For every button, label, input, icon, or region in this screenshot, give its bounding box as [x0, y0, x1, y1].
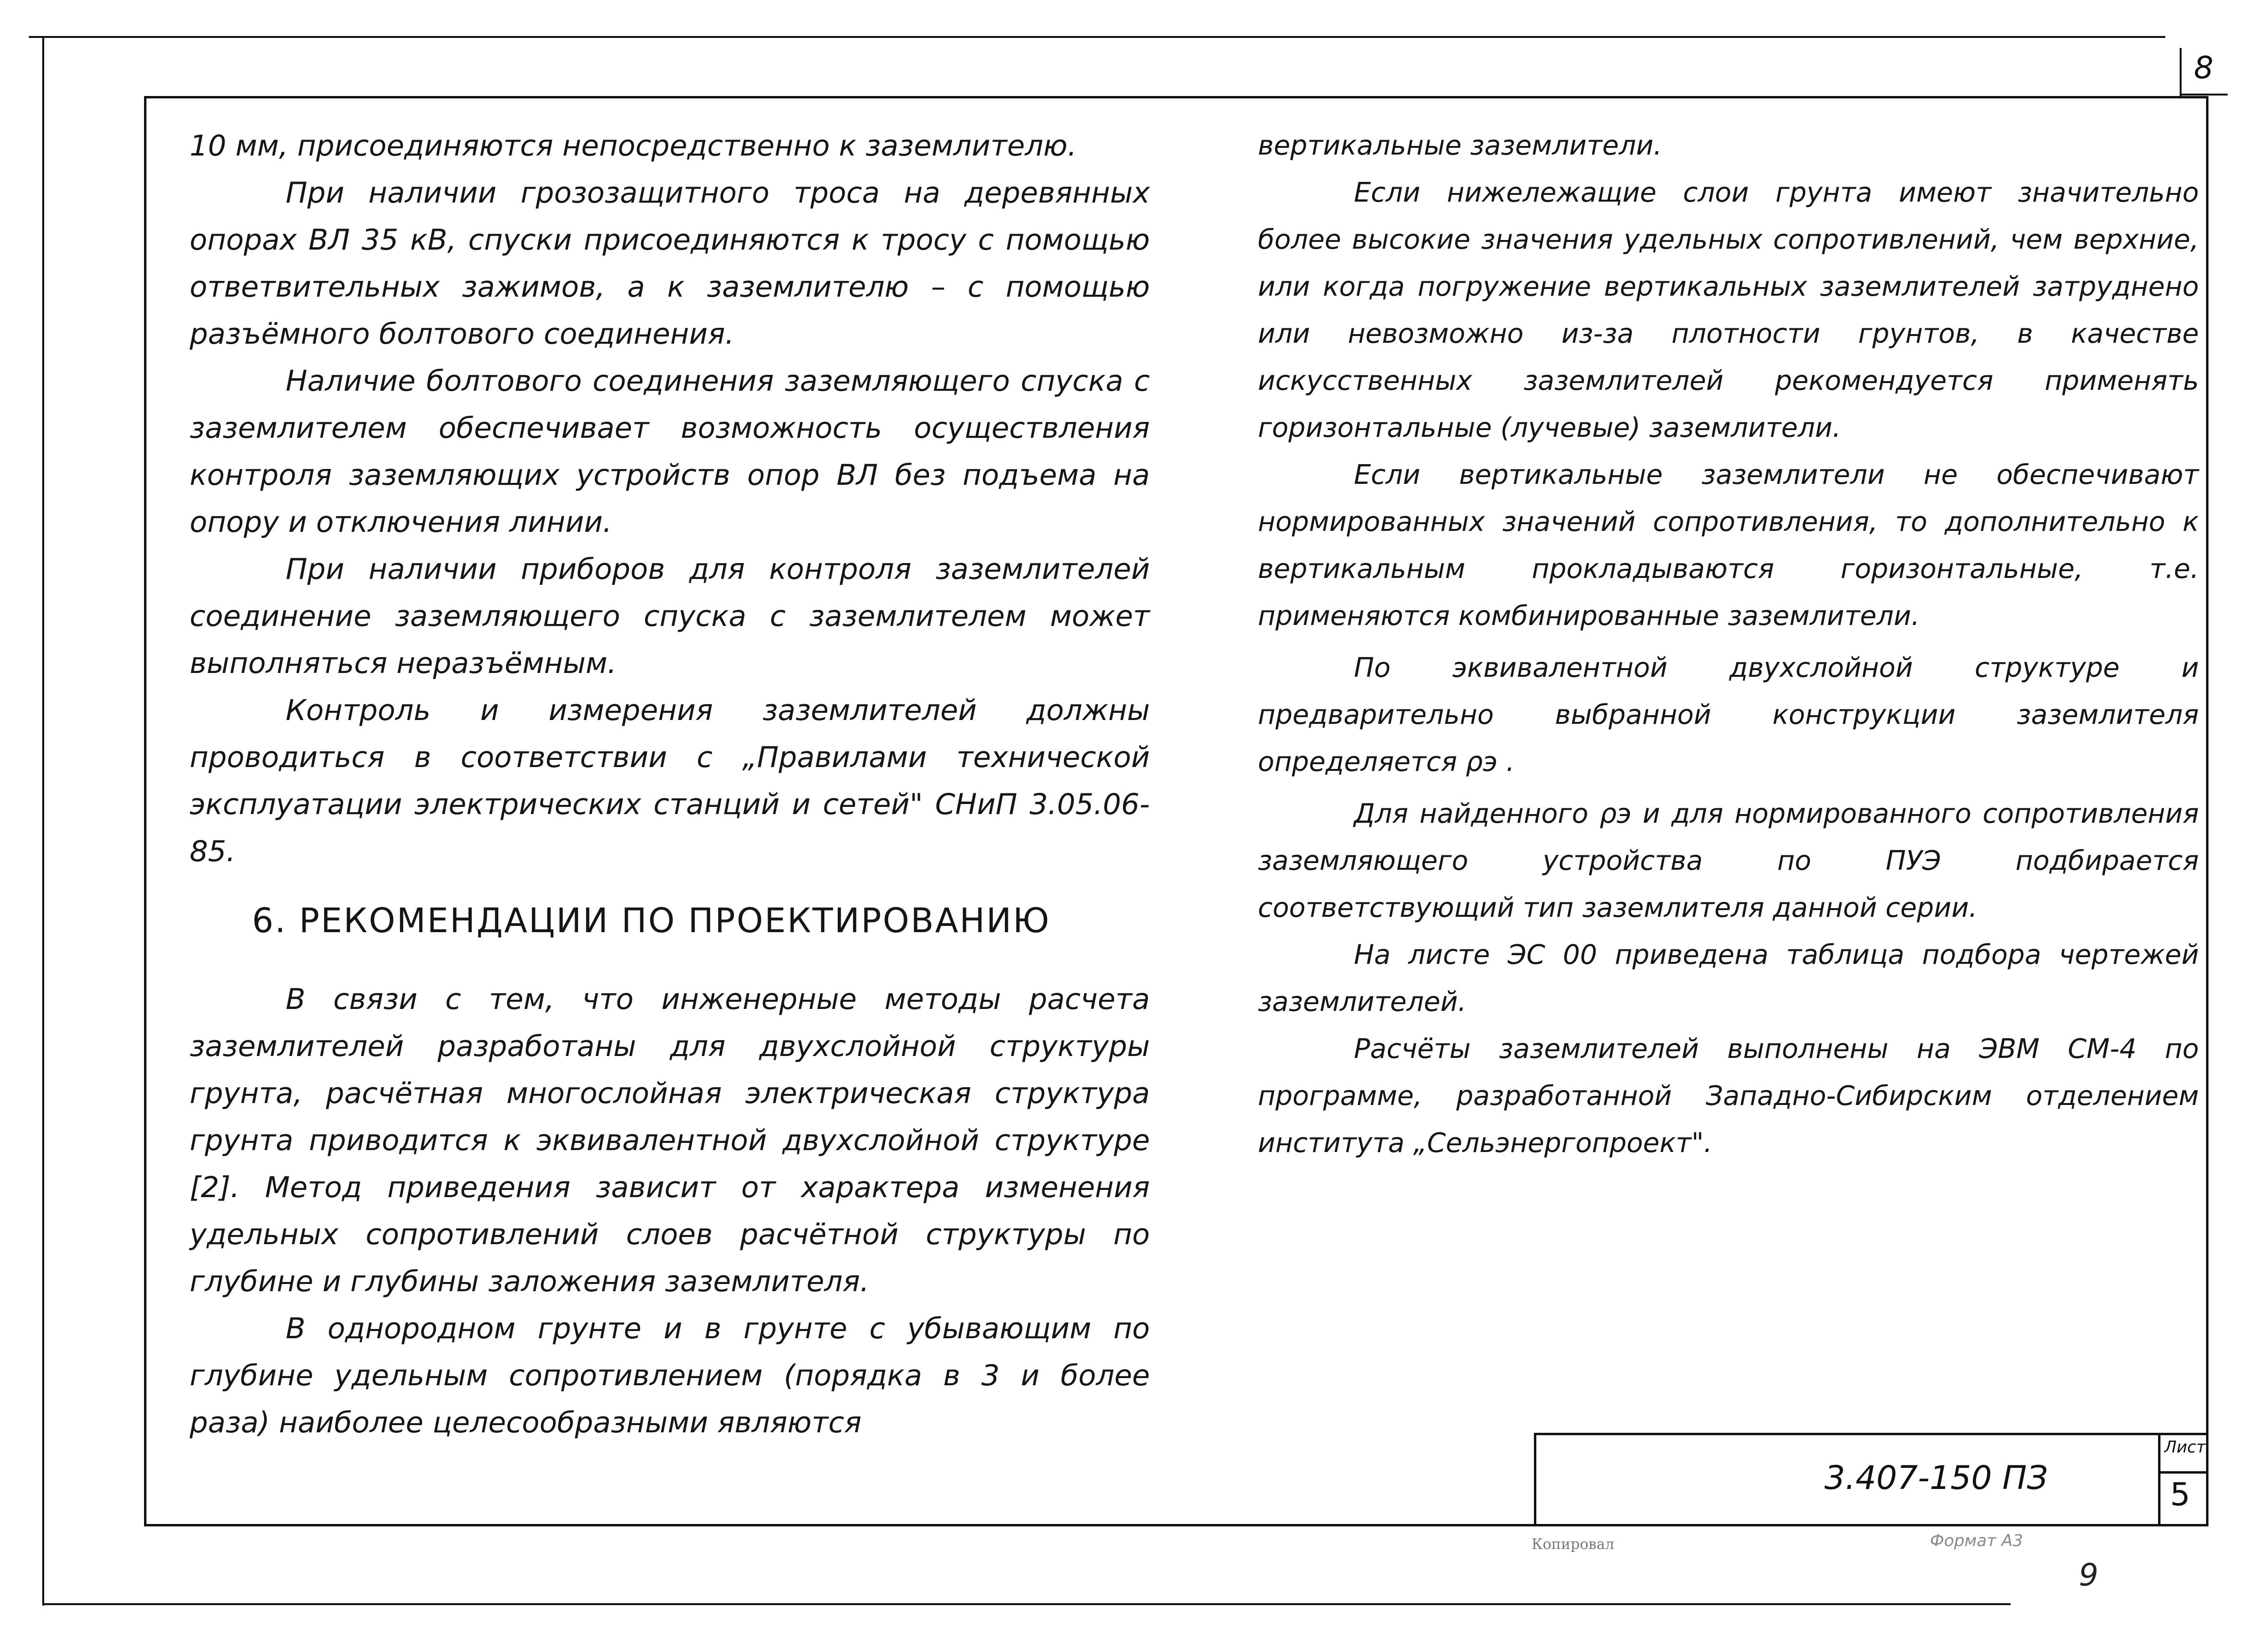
title-block-sheet-line [2158, 1471, 2208, 1474]
right-paragraph-7: Расчёты заземлителей выполнены на ЭВМ СМ-4 по программе, разработанной Западно-Сибирским отделением института „Сельэнергопроект". [1258, 1033, 2199, 1159]
stamp-number: 9 [2079, 1558, 2099, 1593]
format-stamp: Формат А3 [1930, 1531, 2023, 1550]
outer-right-border [2180, 48, 2182, 96]
right-paragraph-1: вертикальные заземлители. [1258, 130, 1662, 161]
sheet-number: 5 [2170, 1476, 2190, 1513]
outer-left-border [42, 36, 44, 1606]
left-paragraph-7: В однородном грунте и в грунте с убывающим по глубине удельным сопротивлением (порядка в 3 и более раза) наиболее целесообразными являются [190, 1312, 1150, 1440]
top-number-box-line [2180, 94, 2228, 96]
outer-bottom-border [42, 1603, 2011, 1605]
right-paragraph-3: Если вертикальные заземлители не обеспечивают нормированных значений сопротивления, то дополнительно к вертикальным прокладываются горизонтальные, т.е. применяются комбинированные заземлители. [1258, 459, 2199, 632]
left-paragraph-6: В связи с тем, что инженерные методы расчета заземлителей разработаны для двухслойной структуры грунта, расчётная многослойная электрическая структура грунта приводится к эквивалентной двухслойной структуре [2]. Метод приведения зависит от характера изменения удельных сопротивлений слоев расчётной структуры по глубине и глубины заложения заземлителя. [190, 983, 1150, 1298]
section-heading: 6. РЕКОМЕНДАЦИИ ПО ПРОЕКТИРОВАНИЮ [252, 901, 1051, 940]
left-paragraph-5: Контроль и измерения заземлителей должны проводиться в соответствии с „Правилами технической эксплуатации электрических станций и сетей" СНиП 3.05.06-85. [190, 694, 1150, 868]
sheet-label: Лист [2164, 1438, 2206, 1457]
outer-top-border [29, 36, 2165, 38]
right-column [1258, 122, 2199, 1167]
left-paragraph-3: Наличие болтового соединения заземляющего спуска с заземлителем обеспечивает возможность осуществления контроля заземляющих устройств опор ВЛ без подъема на опору и отключения линии. [190, 364, 1150, 539]
right-paragraph-2: Если нижележащие слои грунта имеют значительно более высокие значения удельных сопротивлений, чем верхние, или когда погружение вертикальных заземлителей затруднено или невозможно из-за плотности грунтов, в качестве искусственных заземлителей рекомендуется применять горизонтальные (лучевые) заземлители. [1258, 177, 2199, 444]
right-paragraph-4: По эквивалентной двухслойной структуре и предварительно выбранной конструкции заземлителя определяется ρэ . [1258, 652, 2199, 778]
title-block-divider [2158, 1433, 2160, 1526]
left-paragraph-2: При наличии грозозащитного троса на деревянных опорах ВЛ 35 кВ, спуски присоединяются к тросу с помощью ответвительных зажимов, а к заземлителю – с помощью разъёмного болтового соединения. [190, 176, 1150, 351]
left-column [190, 122, 1150, 1446]
copied-stamp: Копировал [1532, 1536, 1615, 1553]
left-paragraph-4: При наличии приборов для контроля заземлителей соединение заземляющего спуска с заземлителем может выполняться неразъёмным. [190, 552, 1150, 680]
right-paragraph-5: Для найденного ρэ и для нормированного сопротивления заземляющего устройства по ПУЭ подбирается соответствующий тип заземлителя данной серии. [1258, 798, 2199, 924]
document-code: 3.407-150 ПЗ [1824, 1459, 2048, 1497]
left-paragraph-1: 10 мм, присоединяются непосредственно к заземлителю. [190, 129, 1077, 163]
right-paragraph-6: На листе ЭС 00 приведена таблица подбора чертежей заземлителей. [1258, 939, 2199, 1018]
top-page-number: 8 [2194, 50, 2214, 86]
